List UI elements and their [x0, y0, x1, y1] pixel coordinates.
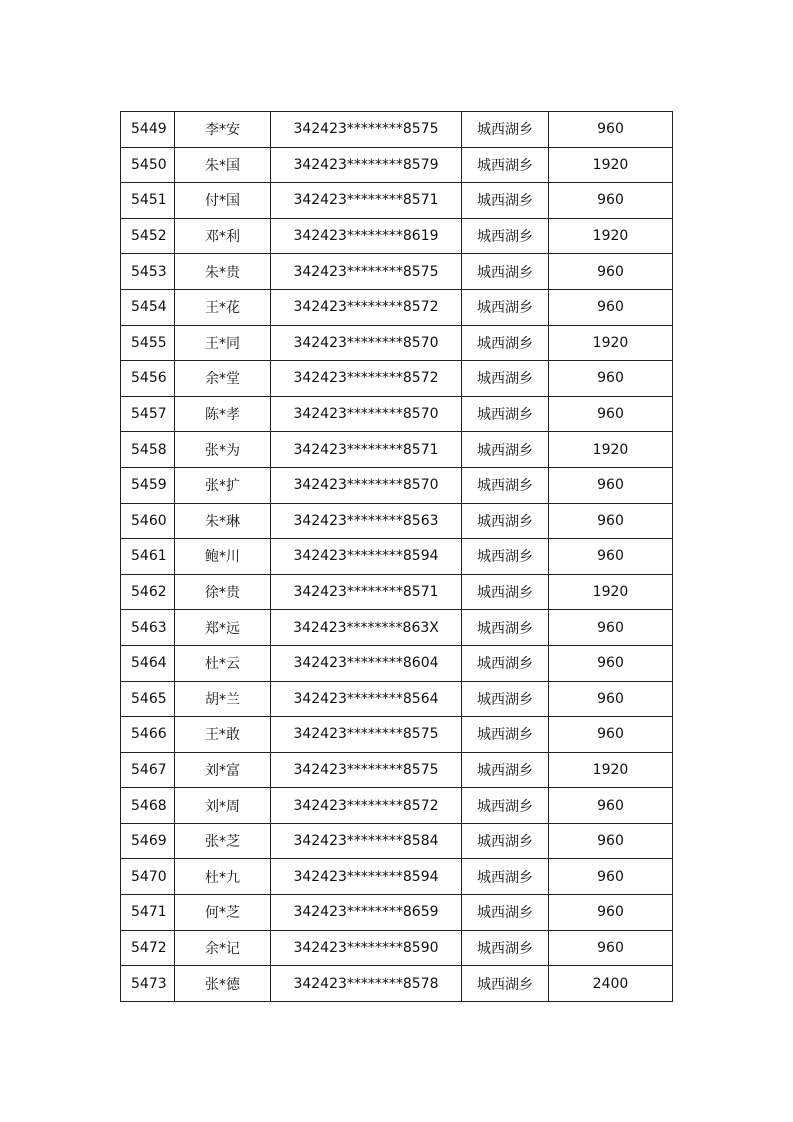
table-row [121, 823, 673, 859]
name-cell: 张*德 [175, 966, 271, 1002]
row-number-cell: 5465 [121, 681, 175, 717]
name-cell: 王*敢 [175, 717, 271, 753]
table-row [121, 254, 673, 290]
id-number-cell: 342423********8570 [271, 396, 462, 432]
row-number-cell: 5473 [121, 966, 175, 1002]
amount-cell: 960 [549, 930, 673, 966]
table-row [121, 681, 673, 717]
table-row [121, 895, 673, 931]
township-cell: 城西湖乡 [462, 681, 549, 717]
township-cell: 城西湖乡 [462, 859, 549, 895]
township-cell: 城西湖乡 [462, 930, 549, 966]
id-number-cell: 342423********8604 [271, 645, 462, 681]
amount-cell: 1920 [549, 147, 673, 183]
id-number-cell: 342423********8579 [271, 147, 462, 183]
row-number-cell: 5455 [121, 325, 175, 361]
row-number-cell: 5468 [121, 788, 175, 824]
township-cell: 城西湖乡 [462, 147, 549, 183]
id-number-cell: 342423********8571 [271, 432, 462, 468]
name-cell: 朱*国 [175, 147, 271, 183]
id-number-cell: 342423********8594 [271, 859, 462, 895]
table-row [121, 645, 673, 681]
id-number-cell: 342423********8575 [271, 752, 462, 788]
name-cell: 余*记 [175, 930, 271, 966]
township-cell: 城西湖乡 [462, 788, 549, 824]
id-number-cell: 342423********8572 [271, 289, 462, 325]
name-cell: 刘*周 [175, 788, 271, 824]
row-number-cell: 5456 [121, 361, 175, 397]
name-cell: 陈*孝 [175, 396, 271, 432]
name-cell: 杜*九 [175, 859, 271, 895]
amount-cell: 1920 [549, 432, 673, 468]
amount-cell: 960 [549, 895, 673, 931]
name-cell: 余*堂 [175, 361, 271, 397]
amount-cell: 960 [549, 396, 673, 432]
name-cell: 邓*利 [175, 218, 271, 254]
township-cell: 城西湖乡 [462, 610, 549, 646]
name-cell: 朱*贵 [175, 254, 271, 290]
amount-cell: 960 [549, 681, 673, 717]
township-cell: 城西湖乡 [462, 503, 549, 539]
name-cell: 张*芝 [175, 823, 271, 859]
amount-cell: 960 [549, 467, 673, 503]
row-number-cell: 5472 [121, 930, 175, 966]
table-row [121, 325, 673, 361]
id-number-cell: 342423********8572 [271, 361, 462, 397]
row-number-cell: 5463 [121, 610, 175, 646]
township-cell: 城西湖乡 [462, 112, 549, 148]
township-cell: 城西湖乡 [462, 539, 549, 575]
township-cell: 城西湖乡 [462, 361, 549, 397]
table-row [121, 289, 673, 325]
name-cell: 李*安 [175, 112, 271, 148]
id-number-cell: 342423********8563 [271, 503, 462, 539]
id-number-cell: 342423********8572 [271, 788, 462, 824]
table-row [121, 218, 673, 254]
row-number-cell: 5453 [121, 254, 175, 290]
township-cell: 城西湖乡 [462, 574, 549, 610]
name-cell: 鲍*川 [175, 539, 271, 575]
township-cell: 城西湖乡 [462, 895, 549, 931]
table-row [121, 361, 673, 397]
name-cell: 杜*云 [175, 645, 271, 681]
township-cell: 城西湖乡 [462, 218, 549, 254]
row-number-cell: 5451 [121, 183, 175, 219]
township-cell: 城西湖乡 [462, 467, 549, 503]
township-cell: 城西湖乡 [462, 396, 549, 432]
row-number-cell: 5457 [121, 396, 175, 432]
id-number-cell: 342423********8570 [271, 325, 462, 361]
amount-cell: 2400 [549, 966, 673, 1002]
table-row [121, 717, 673, 753]
township-cell: 城西湖乡 [462, 289, 549, 325]
township-cell: 城西湖乡 [462, 183, 549, 219]
id-number-cell: 342423********8575 [271, 254, 462, 290]
amount-cell: 960 [549, 823, 673, 859]
name-cell: 张*扩 [175, 467, 271, 503]
id-number-cell: 342423********8659 [271, 895, 462, 931]
id-number-cell: 342423********8590 [271, 930, 462, 966]
table-row [121, 930, 673, 966]
data-table [120, 111, 673, 1002]
id-number-cell: 342423********8619 [271, 218, 462, 254]
row-number-cell: 5449 [121, 112, 175, 148]
table-row [121, 610, 673, 646]
id-number-cell: 342423********8594 [271, 539, 462, 575]
amount-cell: 960 [549, 503, 673, 539]
township-cell: 城西湖乡 [462, 752, 549, 788]
row-number-cell: 5454 [121, 289, 175, 325]
id-number-cell: 342423********8578 [271, 966, 462, 1002]
row-number-cell: 5467 [121, 752, 175, 788]
amount-cell: 960 [549, 645, 673, 681]
township-cell: 城西湖乡 [462, 966, 549, 1002]
amount-cell: 1920 [549, 574, 673, 610]
table-row [121, 574, 673, 610]
row-number-cell: 5450 [121, 147, 175, 183]
id-number-cell: 342423********8575 [271, 717, 462, 753]
row-number-cell: 5458 [121, 432, 175, 468]
township-cell: 城西湖乡 [462, 717, 549, 753]
row-number-cell: 5469 [121, 823, 175, 859]
amount-cell: 960 [549, 610, 673, 646]
name-cell: 朱*琳 [175, 503, 271, 539]
id-number-cell: 342423********8570 [271, 467, 462, 503]
table-row [121, 396, 673, 432]
table-row [121, 112, 673, 148]
township-cell: 城西湖乡 [462, 823, 549, 859]
table-row [121, 859, 673, 895]
name-cell: 王*同 [175, 325, 271, 361]
township-cell: 城西湖乡 [462, 254, 549, 290]
id-number-cell: 342423********863X [271, 610, 462, 646]
row-number-cell: 5462 [121, 574, 175, 610]
row-number-cell: 5459 [121, 467, 175, 503]
id-number-cell: 342423********8571 [271, 183, 462, 219]
amount-cell: 1920 [549, 325, 673, 361]
name-cell: 胡*兰 [175, 681, 271, 717]
row-number-cell: 5471 [121, 895, 175, 931]
row-number-cell: 5460 [121, 503, 175, 539]
table-row [121, 432, 673, 468]
table-row [121, 788, 673, 824]
row-number-cell: 5466 [121, 717, 175, 753]
id-number-cell: 342423********8571 [271, 574, 462, 610]
id-number-cell: 342423********8575 [271, 112, 462, 148]
table-row [121, 503, 673, 539]
row-number-cell: 5452 [121, 218, 175, 254]
table-body [121, 112, 673, 1002]
row-number-cell: 5461 [121, 539, 175, 575]
amount-cell: 960 [549, 788, 673, 824]
name-cell: 徐*贵 [175, 574, 271, 610]
table-row [121, 467, 673, 503]
name-cell: 张*为 [175, 432, 271, 468]
row-number-cell: 5464 [121, 645, 175, 681]
table-row [121, 183, 673, 219]
amount-cell: 960 [549, 717, 673, 753]
name-cell: 郑*远 [175, 610, 271, 646]
table-row [121, 752, 673, 788]
township-cell: 城西湖乡 [462, 645, 549, 681]
name-cell: 刘*富 [175, 752, 271, 788]
amount-cell: 960 [549, 183, 673, 219]
name-cell: 付*国 [175, 183, 271, 219]
amount-cell: 960 [549, 112, 673, 148]
township-cell: 城西湖乡 [462, 325, 549, 361]
amount-cell: 1920 [549, 752, 673, 788]
table-row [121, 539, 673, 575]
amount-cell: 960 [549, 539, 673, 575]
name-cell: 何*芝 [175, 895, 271, 931]
amount-cell: 960 [549, 859, 673, 895]
id-number-cell: 342423********8564 [271, 681, 462, 717]
township-cell: 城西湖乡 [462, 432, 549, 468]
table-row [121, 147, 673, 183]
id-number-cell: 342423********8584 [271, 823, 462, 859]
amount-cell: 960 [549, 289, 673, 325]
amount-cell: 960 [549, 361, 673, 397]
amount-cell: 960 [549, 254, 673, 290]
table-row [121, 966, 673, 1002]
row-number-cell: 5470 [121, 859, 175, 895]
amount-cell: 1920 [549, 218, 673, 254]
name-cell: 王*花 [175, 289, 271, 325]
